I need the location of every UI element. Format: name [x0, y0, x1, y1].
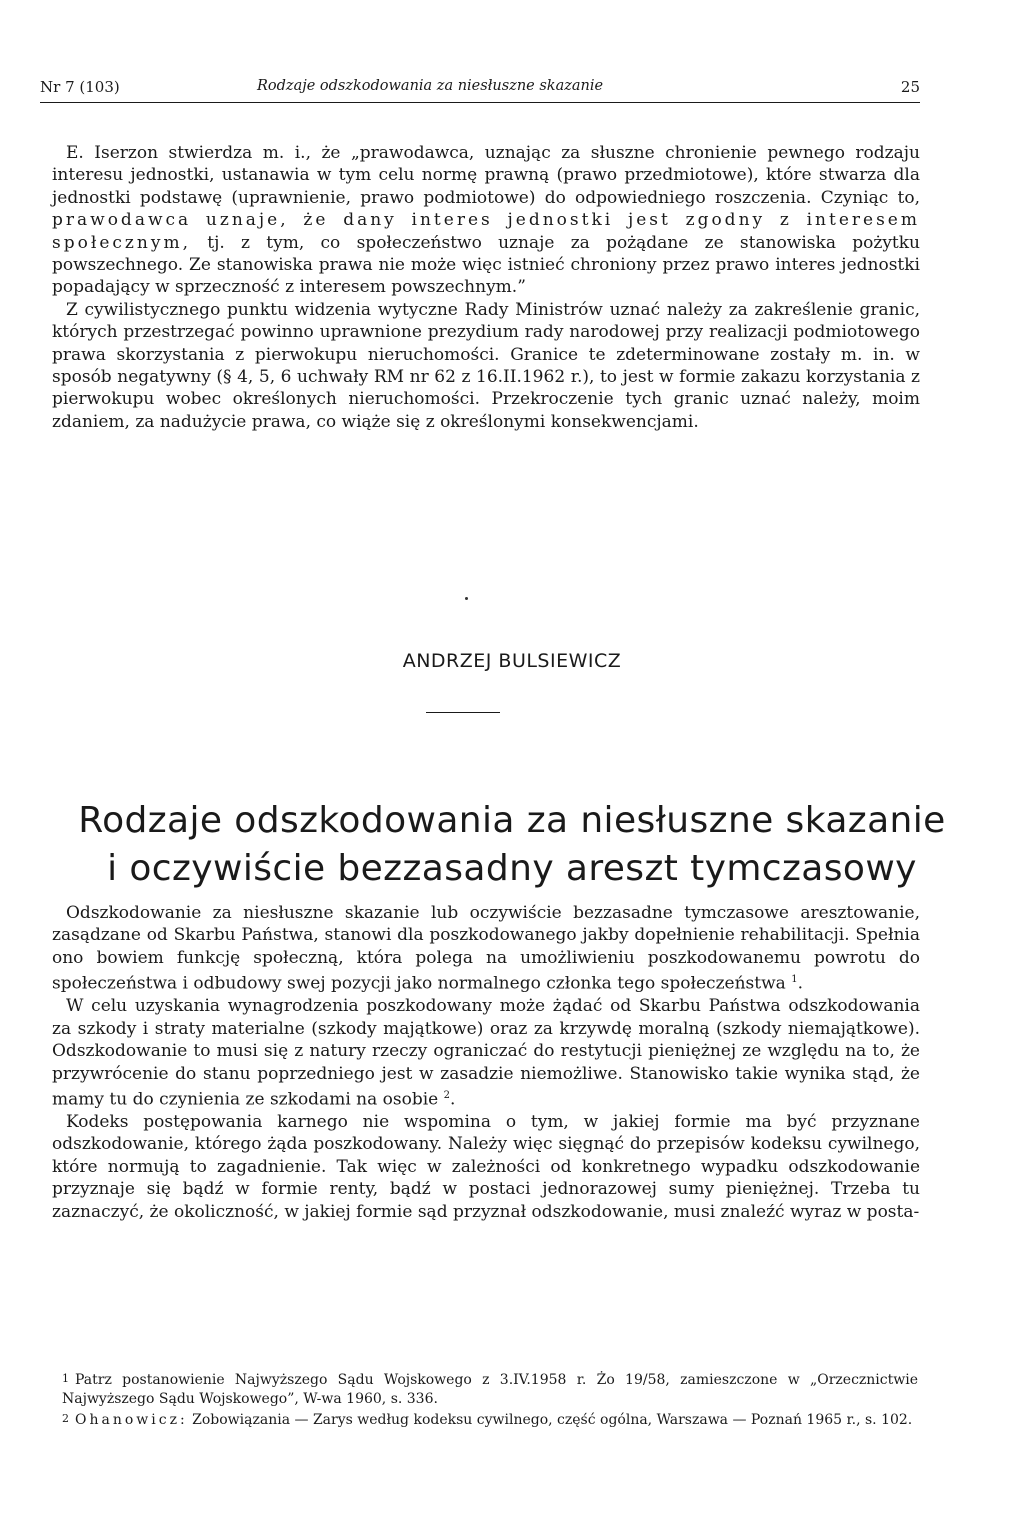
title-line-1: Rodzaje odszkodowania za niesłuszne skazanie: [78, 800, 946, 842]
article-paragraph-3: Kodeks postępowania karnego nie wspomina o tym, w jakiej formie ma być przyznane odszkodowanie, którego żąda poszkodowany. Należy więc sięgnąć do przepisów kodeksu cywilnego, które normują to zagadnienie. Tak więc w zależności od konkretnego wypadku odszkodowanie przyznaje się bądź w formie renty, bądź w postaci jednorazowej sumy pieniężnej. Trzeba tu zaznaczyć, że okoliczność, w jakiej formie sąd przyznał odszkodowanie, musi znaleźć wyraz w posta-: [52, 1111, 920, 1222]
footnote-ref-1: 1: [791, 974, 798, 986]
paragraph-1-text: Odszkodowanie za niesłuszne skazanie lub oczywiście bezzasadne tymczasowe aresztowanie, zasądzane od Skarbu Państwa, stanowi dla poszkodowanego jakby dopełnienie rehabilitacji. Spełnia ono bowiem funkcję społeczną, która polega na umożliwieniu poszkodowanemu powrotu do społeczeństwa i odbudowy swej pozycji jako normalnego członka tego społeczeństwa: [52, 903, 920, 994]
footnote-ref-2: 2: [443, 1089, 450, 1101]
footnote-1: [62, 1369, 918, 1409]
footnotes: [62, 1369, 918, 1430]
article-title: [0, 797, 1024, 893]
footnote-1-number: 1: [62, 1372, 69, 1385]
article-paragraph-2: [52, 995, 920, 1111]
issue-number: Nr 7 (103): [40, 78, 120, 96]
separator-dot: [465, 597, 468, 600]
running-header: [40, 74, 920, 100]
author-rule: [426, 712, 500, 713]
previous-article-ending: [52, 142, 920, 433]
footnote-2: [62, 1409, 918, 1430]
footnote-1-text: Patrz postanowienie Najwyższego Sądu Wojskowego z 3.IV.1958 r. Żo 19/58, zamieszczone w „Orzecznictwie Najwyższego Sądu Wojskowego”, W-wa 1960, s. 336.: [62, 1372, 918, 1407]
conclusion-paragraph: Z cywilistycznego punktu widzenia wytyczne Rady Ministrów uznać należy za zakreślenie granic, których przestrzegać powinno uprawnione prezydium rady narodowej przy realizacji podmiotowego prawa skorzystania z pierwokupu nieruchomości. Granice te zdeterminowane zostały m. in. w sposób negatywny (§ 4, 5, 6 uchwały RM nr 62 z 16.II.1962 r.), to jest w formie zakazu korzystania z pierwokupu wobec określonych nieruchomości. Przekroczenie tych granic uznać należy, moim zdaniem, za nadużycie prawa, co wiąże się z określonymi konsekwencjami.: [52, 299, 920, 432]
quote-text-spaced: prawodawca uznaje, że dany interes jednostki jest zgodny z interesem społecznym,: [52, 210, 920, 253]
paragraph-2-end: .: [450, 1089, 456, 1110]
article-body: [52, 902, 920, 1223]
title-line-2: i oczywiście bezzasadny areszt tymczasowy: [107, 848, 917, 890]
page-number: 25: [900, 78, 920, 96]
quote-text-start: E. Iserzon stwierdza m. i., że „prawodawca, uznając za słuszne chronienie pewnego rodzaju interesu jednostki, ustanawia w tym celu normę prawną (prawo przedmiotowe), które stwarza dla jednostki podstawę (uprawnienie, prawo podmiotowe) do odpowiedniego roszczenia. Czyniąc to,: [52, 143, 920, 208]
header-rule: [40, 102, 920, 103]
footnote-2-author: Ohanowicz:: [75, 1412, 188, 1428]
paragraph-1-end: .: [797, 973, 803, 994]
running-title: Rodzaje odszkodowania za niesłuszne skazanie: [257, 78, 604, 94]
quote-text-end: tj. z tym, co społeczeństwo uznaje za pożądane ze stanowiska pożytku powszechnego. Ze stanowiska prawa nie może więc istnieć chroniony przez prawo interes jednostki popadający w sprzeczność z interesem powszechnym.”: [52, 232, 920, 298]
article-paragraph-1: [52, 902, 920, 995]
footnote-2-text: Zobowiązania — Zarys według kodeksu cywilnego, część ogólna, Warszawa — Poznań 1965 r., s. 102.: [187, 1412, 913, 1428]
footnote-2-number: 2: [62, 1412, 69, 1425]
article-author: ANDRZEJ BULSIEWICZ: [402, 650, 622, 672]
quote-paragraph: [52, 142, 920, 299]
paragraph-2-text: W celu uzyskania wynagrodzenia poszkodowany może żądać od Skarbu Państwa odszkodowania za szkody i straty materialne (szkody majątkowe) oraz za krzywdę moralną (szkody niemajątkowe). Odszkodowanie to musi się z natury rzeczy ograniczać do restytucji pieniężnej ze względu na to, że przywrócenie do stanu poprzedniego jest w zasadzie niemożliwe. Stanowisko takie wynika stąd, że mamy tu do czynienia ze szkodami na osobie: [52, 996, 920, 1110]
